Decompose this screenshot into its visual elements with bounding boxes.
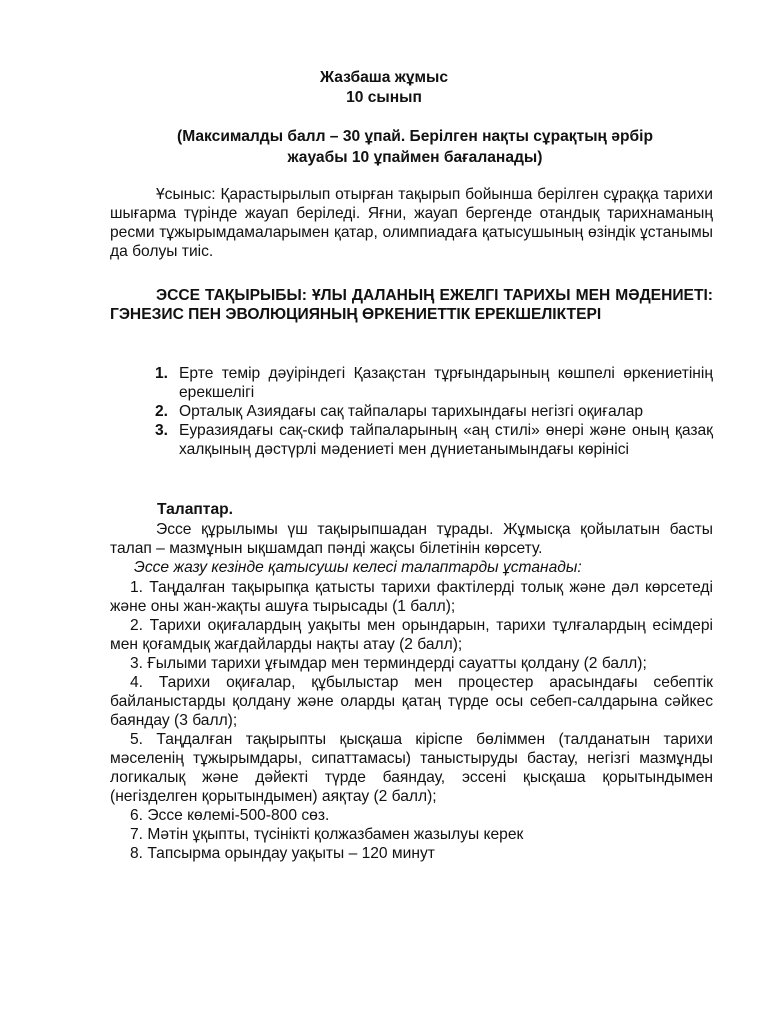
requirements-italic-line: Эссе жазу кезінде қатысушы келесі талаптарды ұстанады: — [134, 559, 582, 576]
topic-text: Еуразиядағы сақ-скиф тайпаларының «аң стилі» өнері және оның қазақ халқының дәстүрлі мәдениеті мен дүниетанымындағы көрінісі — [179, 422, 713, 458]
topic-item — [155, 364, 713, 402]
requirement-item: 3. Ғылыми тарихи ұғымдар мен терминдерді сауатты қолдану (2 балл); — [130, 655, 647, 672]
requirements-list — [110, 578, 713, 863]
topic-number: 3. — [155, 422, 169, 439]
requirements-heading: Талаптар. — [157, 501, 233, 518]
requirement-item: 5. Таңдалған тақырыпты қысқаша кіріспе бөліммен (талданатын тарихи мәселенің тұжырымдары, сипаттамасы) таныстыруды бастау, негізгі мазмұнды логикалық және дәйекті түрде баяндау, эссені қысқаша қорытындымен (негізделген қорытындымен) аяқтау (2 балл); — [110, 731, 713, 805]
score-note-line1: (Максималды балл – 30 ұпай. Берілген нақты сұрақтың әрбір — [177, 128, 653, 145]
topic-text: Орталық Азиядағы сақ тайпалары тарихындағы негізгі оқиғалар — [179, 403, 644, 420]
topic-item — [155, 421, 713, 459]
topic-number: 1. — [155, 365, 169, 382]
score-note-line2: жауабы 10 ұпаймен бағаланады) — [287, 149, 543, 166]
topic-text: Ерте темір дәуіріндегі Қазақстан тұрғындарының көшпелі өркениетінің ерекшелігі — [179, 365, 713, 401]
requirement-item: 4. Тарихи оқиғалар, құбылыстар мен процестер арасындағы себептік байланыстарды қолдану және оларды қатаң түрде осы себеп-салдарына сәйкес баяндау (3 балл); — [110, 674, 713, 729]
document-title: Жазбаша жұмыс — [319, 69, 449, 86]
requirements-intro: Эссе құрылымы үш тақырыпшадан тұрады. Жұмысқа қойылатын басты талап – мазмұнын ықшамдап пәнді жақсы білетінін көрсету. — [110, 521, 713, 557]
topic-number: 2. — [155, 403, 169, 420]
requirement-item: 7. Мәтін ұқыпты, түсінікті қолжазбамен жазылуы керек — [130, 826, 524, 843]
essay-title: ЭССЕ ТАҚЫРЫБЫ: ҰЛЫ ДАЛАНЫҢ ЕЖЕЛГІ ТАРИХЫ МЕН МӘДЕНИЕТІ: ГЭНЕЗИС ПЕН ЭВОЛЮЦИЯНЫҢ ӨРКЕНИЕТТІК ЕРЕКШЕЛІКТЕРІ — [110, 287, 713, 323]
requirement-item: 2. Тарихи оқиғалардың уақыты мен орындарын, тарихи тұлғалардың есімдері мен қоғамдық жағдайларды нақты атау (2 балл); — [110, 617, 713, 653]
requirement-item: 6. Эссе көлемі-500-800 сөз. — [130, 807, 330, 824]
recommendation-paragraph: Ұсыныс: Қарастырылып отырған тақырып бойынша берілген сұраққа тарихи шығарма түрінде жауап беріледі. Яғни, жауап бергенде отандық тарихнаманың ресми тұжырымдамаларымен қатар, олимпиадаға қатысушының өзіндік ұстанымы да болуы тиіс. — [110, 186, 713, 260]
requirement-item: 8. Тапсырма орындау уақыты – 120 минут — [130, 845, 435, 862]
grade-label: 10 сынып — [346, 89, 422, 106]
topic-list — [155, 364, 713, 459]
requirement-item: 1. Таңдалған тақырыпқа қатысты тарихи фактілерді толық және дәл көрсетеді және оны жан-жақты ашуға тырысады (1 балл); — [110, 579, 713, 615]
topic-item — [155, 402, 713, 421]
